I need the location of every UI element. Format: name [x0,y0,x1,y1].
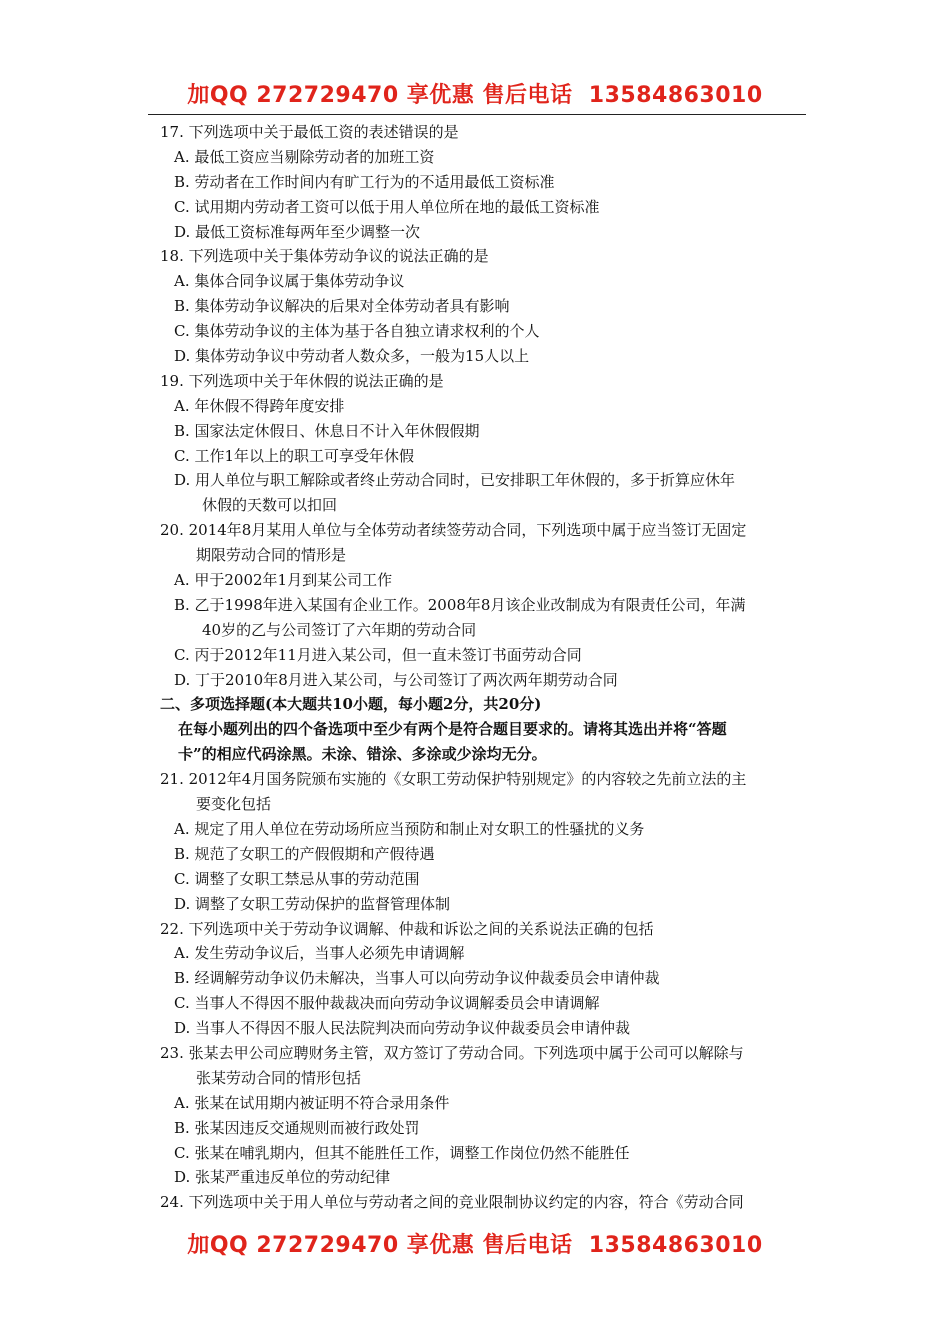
option-line: B. 经调解劳动争议仍未解决，当事人可以向劳动争议仲裁委员会申请仲裁 [174,969,660,988]
option-line: B. 国家法定休假日、休息日不计入年休假假期 [174,421,480,440]
exam-content [160,120,810,1215]
question-line: 23. 张某去甲公司应聘财务主管，双方签订了劳动合同。下列选项中属于公司可以解除与 [160,1043,744,1062]
option-line: D. 调整了女职工劳动保护的监督管理体制 [174,894,451,913]
option-line: C. 当事人不得因不服仲裁裁决而向劳动争议调解委员会申请调解 [174,994,600,1013]
option-line: C. 试用期内劳动者工资可以低于用人单位所在地的最低工资标准 [174,197,600,216]
question-line: 18. 下列选项中关于集体劳动争议的说法正确的是 [160,247,489,266]
option-line: D. 丁于2010年8月进入某公司，与公司签订了两次两年期劳动合同 [174,670,618,689]
option-line: C. 丙于2012年11月进入某公司，但一直未签订书面劳动合同 [174,645,582,664]
option-line: D. 张某严重违反单位的劳动纪律 [174,1168,391,1187]
question-line: 19. 下列选项中关于年休假的说法正确的是 [160,371,444,390]
option-line: A. 张某在试用期内被证明不符合录用条件 [174,1093,450,1112]
question-line: 24. 下列选项中关于用人单位与劳动者之间的竞业限制协议约定的内容，符合《劳动合同 [160,1193,744,1212]
question-line: 22. 下列选项中关于劳动争议调解、仲裁和诉讼之间的关系说法正确的包括 [160,919,654,938]
option-continuation: 休假的天数可以扣回 [202,496,338,515]
promo-banner-bottom: 加QQ 272729470 享优惠 售后电话 13584863010 [187,1233,763,1258]
option-line: B. 劳动者在工作时间内有旷工行为的不适用最低工资标准 [174,172,555,191]
option-continuation: 40岁的乙与公司签订了六年期的劳动合同 [202,620,477,639]
option-line: A. 发生劳动争议后，当事人必须先申请调解 [174,944,465,963]
option-line: C. 张某在哺乳期内，但其不能胜任工作，调整工作岗位仍然不能胜任 [174,1143,630,1162]
option-line: D. 当事人不得因不服人民法院判决而向劳动争议仲裁委员会申请仲裁 [174,1019,631,1038]
option-line: A. 最低工资应当剔除劳动者的加班工资 [174,147,435,166]
option-line: B. 集体劳动争议解决的后果对全体劳动者具有影响 [174,297,510,316]
section-instruction: 卡”的相应代码涂黑。未涂、错涂、多涂或少涂均无分。 [178,745,547,764]
question-line: 17. 下列选项中关于最低工资的表述错误的是 [160,123,459,141]
option-line: A. 年休假不得跨年度安排 [174,396,345,415]
question-continuation: 期限劳动合同的情形是 [196,546,347,565]
option-line: A. 甲于2002年1月到某公司工作 [174,571,393,590]
header-rule [148,114,806,115]
section-instruction: 在每小题列出的四个备选项中至少有两个是符合题目要求的。请将其选出并将“答题 [178,720,727,739]
option-line: D. 用人单位与职工解除或者终止劳动合同时，已安排职工年休假的，多于折算应休年 [174,471,736,490]
question-line: 21. 2012年4月国务院颁布实施的《女职工劳动保护特别规定》的内容较之先前立法的主 [160,770,747,789]
option-line: A. 规定了用人单位在劳动场所应当预防和制止对女职工的性骚扰的义务 [174,819,645,838]
option-line: B. 规范了女职工的产假假期和产假待遇 [174,844,435,863]
section-heading: 二、多项选择题(本大题共10小题，每小题2分，共20分) [160,695,542,714]
option-line: B. 张某因违反交通规则而被行政处罚 [174,1118,420,1137]
option-line: B. 乙于1998年进入某国有企业工作。2008年8月该企业改制成为有限责任公司，年满 [174,595,746,614]
option-line: C. 工作1年以上的职工可享受年休假 [174,446,415,465]
option-line: D. 最低工资标准每两年至少调整一次 [174,222,421,241]
option-line: D. 集体劳动争议中劳动者人数众多，一般为15人以上 [174,347,530,366]
promo-banner-top: 加QQ 272729470 享优惠 售后电话 13584863010 [187,83,763,108]
question-continuation: 要变化包括 [196,795,272,814]
question-continuation: 张某劳动合同的情形包括 [196,1068,362,1087]
option-line: A. 集体合同争议属于集体劳动争议 [174,272,405,291]
question-line: 20. 2014年8月某用人单位与全体劳动者续签劳动合同，下列选项中属于应当签订无固定 [160,521,747,540]
option-line: C. 调整了女职工禁忌从事的劳动范围 [174,869,420,888]
option-line: C. 集体劳动争议的主体为基于各自独立请求权利的个人 [174,322,540,341]
